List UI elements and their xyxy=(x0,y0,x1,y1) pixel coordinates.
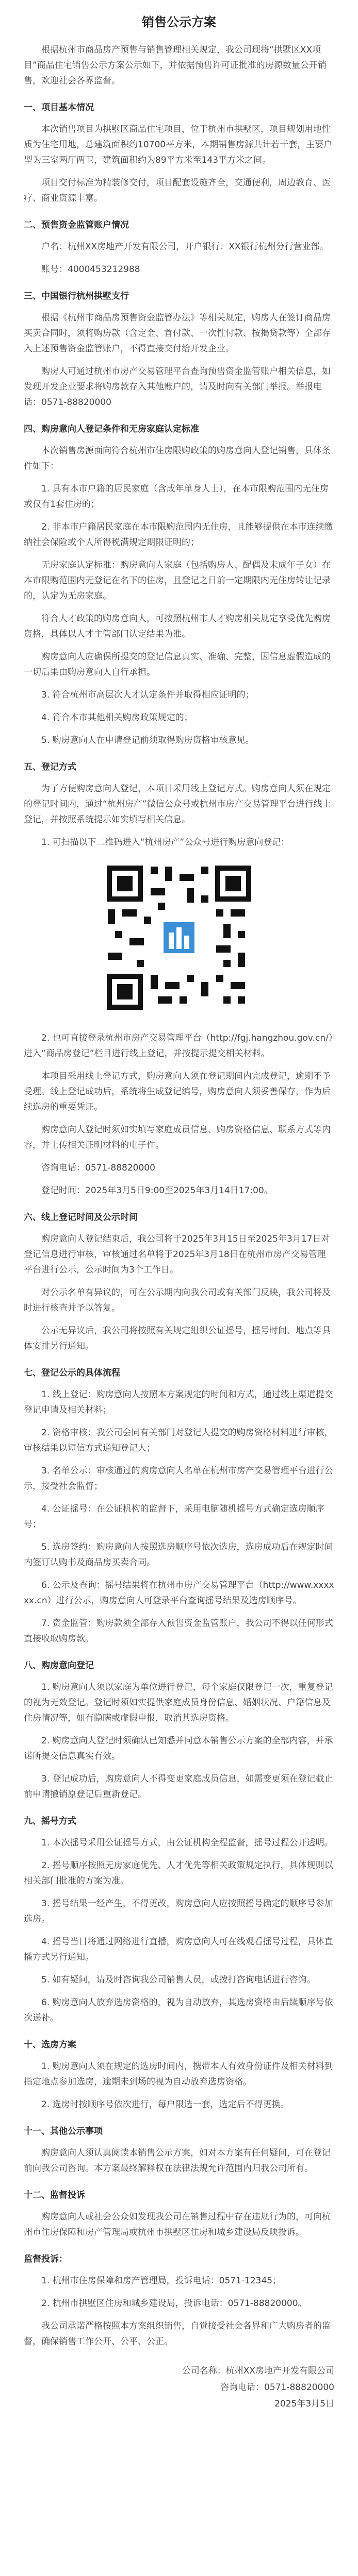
section-heading-supervision: 十二、监督投诉 xyxy=(24,2190,85,2200)
paragraph: 1. 杭州市住房保障和房产管理局，投诉电话：0571-12345； xyxy=(41,2276,282,2286)
section-heading-other: 十一、其他公示事项 xyxy=(24,2126,103,2137)
paragraph: 对公示名单有异议的，可在公示期内向我公司或有关部门反映，我公司将及时进行核查并予以答复。 xyxy=(24,1287,331,1313)
paragraph: 2. 也可直接登录杭州市房产交易管理平台（http://fgj.hangzhou.gov.cn/）进入“商品房登记”栏目进行线上登记，并按提示提交相关材料。 xyxy=(24,1033,333,1059)
section-heading-escrow: 二、预售资金监管账户情况 xyxy=(24,220,129,230)
paragraph: 无房家庭认定标准：购房意向人家庭（包括购房人、配偶及未成年子女）在本市限购范围内无登记在名下的住房，且登记之日前一定期限内无住房转让记录的，认定为无房家庭。 xyxy=(24,560,331,601)
paragraph: 2. 资格审核：我公司会同有关部门对登记人提交的购房资格材料进行审核，审核结果以短信方式通知登记人； xyxy=(24,1428,333,1453)
paragraph: 4. 符合本市其他相关购房政策规定的； xyxy=(41,713,193,723)
paragraph: 根据《杭州市商品房预售资金监管办法》等相关规定，购房人在签订商品房买卖合同时，须将购房款（含定金、首付款、一次性付款、按揭贷款等）全部存入上述预售资金监管账户，不得直接交付给开发企业。 xyxy=(24,313,331,354)
paragraph: 3. 名单公示：审核通过的购房意向人名单在杭州市房产交易管理平台进行公示，接受社会监督； xyxy=(24,1466,333,1492)
paragraph: 咨询电话：0571-88820000 xyxy=(41,1163,155,1173)
paragraph: 公示无异议后，我公司将按照有关规定组织公证摇号，摇号时间、地点等具体安排另行通知。 xyxy=(24,1326,331,1351)
paragraph: 购房意向人须认真阅读本销售公示方案，如对本方案有任何疑问，可在登记前向我公司咨询。本方案最终解释权在法律法规允许范围内归我公司所有。 xyxy=(24,2148,331,2174)
paragraph: 我公司承诺严格按照本方案组织销售，自觉接受社会各界和广大购房者的监督，确保销售工作公开、公平、公正。 xyxy=(24,2321,331,2347)
paragraph: 1. 购房意向人须以家庭为单位进行登记，每个家庭仅限登记一次，重复登记的视为无效登记。登记时须如实提供家庭成员身份信息、婚姻状况、户籍信息及住房情况等，如有隐瞒或虚假申报，取消其选房资格。 xyxy=(24,1682,333,1723)
paragraph: 3. 登记成功后，购房意向人不得变更家庭成员信息，如需变更须在登记截止前申请撤销原登记后重新登记。 xyxy=(24,1774,333,1800)
paragraph: 2. 非本市户籍居民家庭在本市限购范围内无住房，且能够提供在本市连续缴纳社会保险或个人所得税满规定期限证明的； xyxy=(24,522,333,548)
paragraph: 2. 选房时按顺序号依次进行，每户限选一套，选定后不得更换。 xyxy=(41,2099,289,2110)
paragraph: 1. 线上登记：购房意向人按照本方案规定的时间和方式，通过线上渠道提交登记申请及相关材料； xyxy=(24,1389,333,1415)
paragraph: 购房意向人或社会公众如发现我公司在销售过程中存在违规行为的，可向杭州市住房保障和房产管理局或杭州市拱墅区住房和城乡建设局反映投诉。 xyxy=(24,2212,331,2238)
paragraph: 3. 符合杭州市高层次人才认定条件并取得相应证明的； xyxy=(41,690,254,700)
paragraph: 本次销售房源面向符合杭州市住房限购政策的购房意向人登记销售，具体条件如下： xyxy=(24,446,331,471)
paragraph: 6. 购房意向人放弃选房资格的，视为自动放弃，其选房资格由后续顺序号依次递补。 xyxy=(24,1997,333,2023)
paragraph: 6. 公示及查询：摇号结果将在杭州市房产交易管理平台（http://www.xxxxxx.cn）进行公示，购房意向人可登录平台查询摇号结果及选房顺序号。 xyxy=(24,1580,334,1606)
paragraph: 账号：4000453212988 xyxy=(41,264,140,275)
paragraph: 户名：杭州XX房地产开发有限公司，开户银行：XX银行杭州分行营业部。 xyxy=(41,242,329,252)
paragraph: 项目交付标准为精装修交付，项目配套设施齐全，交通便利，周边教育、医疗、商业资源丰富。 xyxy=(24,178,331,204)
intro-paragraph: 根据杭州市商品房产预售与销售管理相关规定，我公司现将“拱墅区XX项目”商品住宅销售公示方案公示如下，并依据预售许可证批准的房源数量公开销售，欢迎社会各界监督。 xyxy=(24,45,327,86)
registration-time-value: 2025年3月5日9:00至2025年3月14日17:00。 xyxy=(85,1185,273,1196)
section-heading-project: 一、项目基本情况 xyxy=(24,103,94,113)
paragraph: 1. 可扫描以下二维码进入“杭州房产”公众号进行购房意向登记： xyxy=(41,837,290,848)
paragraph: 本项目采用线上登记方式，购房意向人须在登记期间内完成登记，逾期不予受理。线上登记成功后，系统将生成登记编号，购房意向人须妥善保存，作为后续选房的重要凭证。 xyxy=(24,1071,331,1112)
paragraph: 2. 杭州市拱墅区住房和城乡建设局，投诉电话：0571-88820000。 xyxy=(41,2298,307,2309)
sub-heading-supervision: 监督投诉： xyxy=(24,2254,68,2264)
company-name: 公司名称：杭州XX房地产开发有限公司 xyxy=(182,2366,334,2376)
paragraph: 购房意向人应确保所提交的登记信息真实、准确、完整，因信息虚假造成的一切后果由购房意向人自行承担。 xyxy=(24,652,331,677)
paragraph: 5. 如有疑问，请及时咨询我公司销售人员，或拨打咨询电话进行咨询。 xyxy=(41,1975,316,1985)
qr-code-container xyxy=(24,860,334,1020)
registration-time-label: 登记时间： xyxy=(41,1185,85,1196)
paragraph: 1. 具有本市户籍的居民家庭（含成年单身人士），在本市限购范围内无住房或仅有1套住房的； xyxy=(24,484,329,510)
registration-time xyxy=(24,1183,334,1198)
section-heading-bank: 三、中国银行杭州拱墅支行 xyxy=(24,291,129,301)
page-title: 销售公示方案 xyxy=(142,15,216,29)
paragraph: 本次销售项目为拱墅区商品住宅项目，位于杭州市拱墅区，项目规划用地性质为住宅用地，总建筑面积约10700平方米，本期销售房源共计若干套，主要户型为三室两厅两卫，建筑面积约为89平方米至143平方米之间。 xyxy=(24,124,333,165)
paragraph: 5. 选房签约：购房意向人按照选房顺序号依次选房，选房成功后在规定时间内签订认购书及商品房买卖合同。 xyxy=(24,1542,333,1568)
paragraph: 购房人可通过杭州市房产交易管理平台查询预售资金监管账户相关信息，如发现开发企业要求将购房款存入其他账户的，请及时向有关部门举报。举报电话：0571-88820000 xyxy=(24,366,331,408)
section-heading-eligibility: 四、购房意向人登记条件和无房家庭认定标准 xyxy=(24,424,199,434)
paragraph: 4. 公证摇号：在公证机构的监督下，采用电脑随机摇号方式确定选房顺序号； xyxy=(24,1504,324,1530)
section-heading-selection: 十、选房方案 xyxy=(24,2040,76,2050)
paragraph: 2. 购房意向人登记时须确认已知悉并同意本销售公示方案的全部内容，并承诺所提交信息真实有效。 xyxy=(24,1736,333,1761)
qr-code-icon[interactable] xyxy=(102,860,256,1015)
section-heading-process: 七、登记公示的具体流程 xyxy=(24,1368,120,1378)
contact-phone: 咨询电话：0571-88820000 xyxy=(220,2382,334,2393)
paragraph: 4. 摇号当日将通过网络进行直播，购房意向人可在线观看摇号过程，具体直播方式另行通知。 xyxy=(24,1937,333,1962)
paragraph: 购房意向人登记结束后，我公司将于2025年3月15日至2025年3月17日对登记信息进行审核，审核通过名单将于2025年3月18日在杭州市房产交易管理平台进行公示，公示时间为3个工作日。 xyxy=(24,1234,330,1275)
paragraph: 为了方便购房意向人登记，本项目采用线上登记方式。购房意向人须在规定的登记时间内，通过“杭州房产”微信公众号或杭州市房产交易管理平台进行线上登记，并按照系统提示如实填写相关信息。 xyxy=(24,784,331,825)
section-heading-intent-registration: 八、购房意向登记 xyxy=(24,1660,94,1671)
paragraph: 2. 摇号顺序按照无房家庭优先、人才优先等相关政策规定执行，具体规则以相关部门批准的方案为准。 xyxy=(24,1860,333,1886)
paragraph: 符合人才政策的购房意向人，可按照杭州市人才购房相关规定享受优先购房资格，具体以人才主管部门认定结果为准。 xyxy=(24,614,331,639)
paragraph: 5. 购房意向人在申请登记前须取得购房资格审核意见。 xyxy=(41,735,254,745)
section-heading-registration-method: 五、登记方式 xyxy=(24,762,76,772)
section-heading-lottery: 九、摇号方式 xyxy=(24,1816,76,1826)
paragraph: 1. 购房意向人须在规定的选房时间内，携带本人有效身份证件及相关材料到指定地点参加选房，逾期未到场的视为自动放弃选房资格。 xyxy=(24,2061,333,2087)
paragraph: 3. 摇号结果一经产生，不得更改，购房意向人应按照摇号确定的顺序号参加选房。 xyxy=(24,1899,333,1924)
publish-date: 2025年3月5日 xyxy=(274,2399,334,2409)
paragraph: 7. 资金监管：购房款须全部存入预售资金监管账户，我公司不得以任何形式直接收取购房款。 xyxy=(24,1618,333,1644)
paragraph: 1. 本次摇号采用公证摇号方式，由公证机构全程监督，摇号过程公开透明。 xyxy=(41,1838,333,1848)
paragraph: 购房意向人登记时须如实填写家庭成员信息、购房资格信息、联系方式等内容，并上传相关证明材料的电子件。 xyxy=(24,1125,331,1150)
signature-block xyxy=(24,2363,334,2412)
section-heading-timeline: 六、线上登记时间及公示时间 xyxy=(24,1212,138,1223)
